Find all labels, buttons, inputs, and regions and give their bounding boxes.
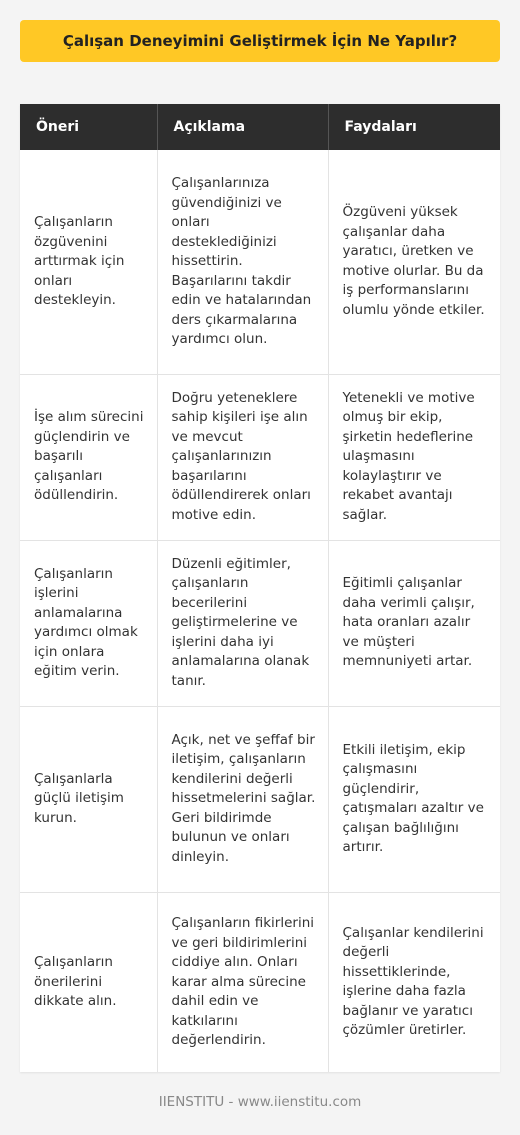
page-title: Çalışan Deneyimini Geliştirmek İçin Ne Yapılır? [62,32,458,50]
footer-credit: IIENSTITU - www.iienstitu.com [158,1094,362,1110]
cell-faydalari: Eğitimli çalışanlar daha verimli çalışır, hata oranları azalır ve müşteri memnuniyeti artar. [328,540,500,706]
table [20,104,500,1072]
table-row [20,374,500,540]
table-row [20,150,500,374]
table-header-row [20,104,500,150]
cell-faydalari: Yetenekli ve motive olmuş bir ekip, şirketin hedeflerine ulaşmasını kolaylaştırır ve rekabet avantajı sağlar. [328,374,500,540]
table-row [20,540,500,706]
recommendations-table [20,104,500,1072]
cell-faydalari: Etkili iletişim, ekip çalışmasını güçlendirir, çatışmaları azaltır ve çalışan bağlılığını artırır. [328,706,500,892]
cell-oneri: İşe alım sürecini güçlendirin ve başarılı çalışanları ödüllendirin. [20,374,157,540]
cell-oneri: Çalışanların önerilerini dikkate alın. [20,892,157,1072]
header-oneri: Öneri [20,104,157,150]
title-banner [20,20,500,62]
cell-faydalari: Çalışanlar kendilerini değerli hissettiklerinde, işlerine daha fazla bağlanır ve yaratıcı çözümler üretirler. [342,924,484,1039]
cell-oneri: Çalışanların özgüvenini arttırmak için onları destekleyin. [20,150,157,374]
table-row [20,892,500,1072]
cell-aciklama: Açık, net ve şeffaf bir iletişim, çalışanların kendilerini değerli hissetmelerini sağlar. Geri bildirimde bulunun ve onları dinleyin. [157,706,328,892]
table-row [20,706,500,892]
header-aciklama: Açıklama [157,104,328,150]
header-faydalari: Faydaları [328,104,500,150]
cell-oneri: Çalışanlarla güçlü iletişim kurun. [20,706,157,892]
cell-oneri: Çalışanların işlerini anlamalarına yardımcı olmak için onlara eğitim verin. [20,540,157,706]
cell-aciklama: Doğru yeteneklere sahip kişileri işe alın ve mevcut çalışanlarınızın başarılarını ödüllendirerek onları motive edin. [157,374,328,540]
cell-faydalari: Özgüveni yüksek çalışanlar daha yaratıcı, üretken ve motive olurlar. Bu da iş performanslarını olumlu yönde etkiler. [328,150,500,374]
cell-aciklama: Çalışanlarınıza güvendiğinizi ve onları desteklediğinizi hissettirin. Başarılarını takdir edin ve hatalarından ders çıkarmalarına yardımcı olun. [157,150,328,374]
cell-aciklama: Çalışanların fikirlerini ve geri bildirimlerini ciddiye alın. Onları karar alma sürecine dahil edin ve katkılarını değerlendirin. [157,892,328,1072]
cell-aciklama: Düzenli eğitimler, çalışanların becerilerini geliştirmelerine ve işlerini daha iyi anlamalarına olanak tanır. [157,540,328,706]
